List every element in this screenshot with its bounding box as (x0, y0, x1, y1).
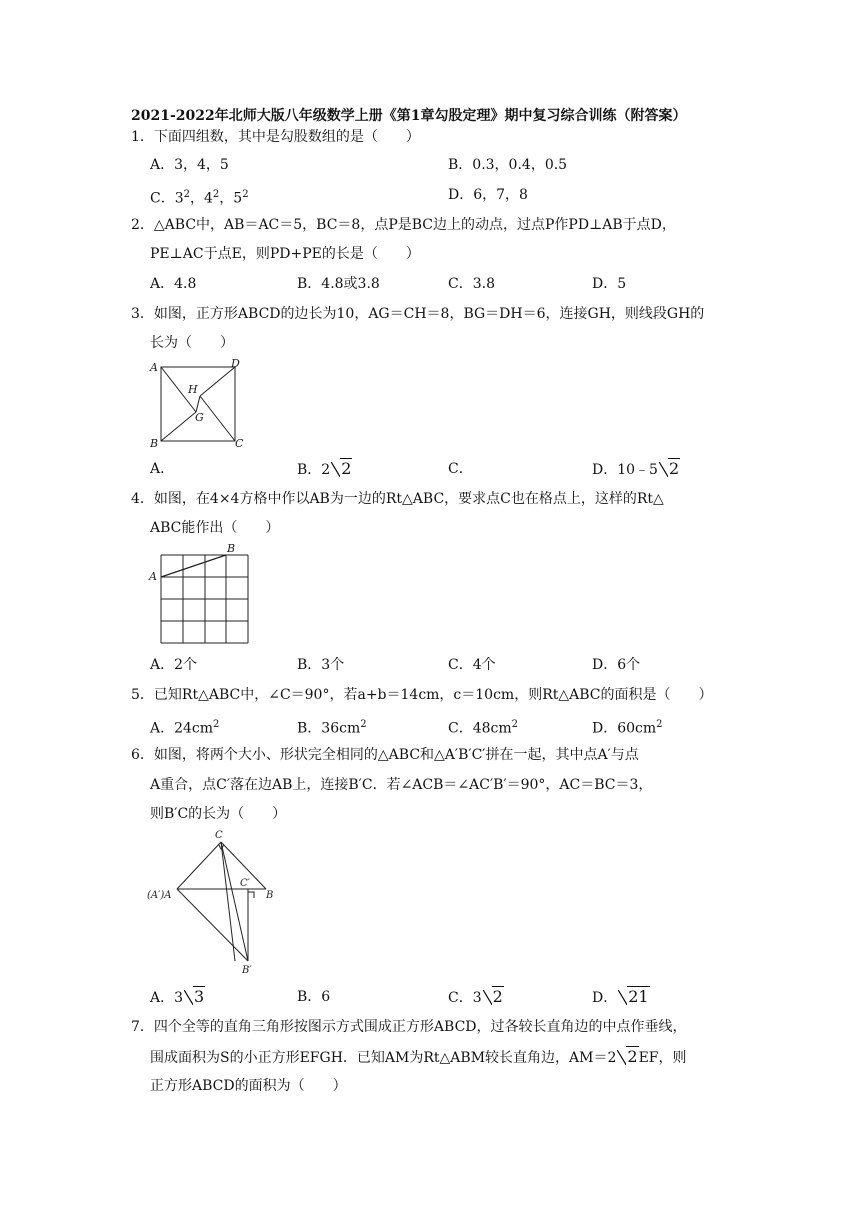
q3-label-h: H (188, 383, 198, 396)
q1-option-c: C．$3^2$，$4^2$，$5^2$ (150, 189, 249, 207)
q1-option-a: A．3，4，5 (150, 157, 229, 173)
q2-stem-line1: 2．△ABC中，AB＝AC＝5，BC＝8，点P是BC边上的动点，过点P作PD⊥AB于点D， (131, 217, 676, 233)
q3-option-b: B．2 2 (297, 459, 352, 478)
q6-right-angle-mark (248, 892, 254, 898)
q4-stem-line2: ABC能作出（ ） (150, 520, 280, 536)
q6-segment-auxiliary (221, 842, 235, 961)
q2-option-b: B．4.8或3.8 (297, 276, 380, 292)
q6-segment-ac (177, 842, 221, 889)
q5-option-d: D．$60cm^2$ (592, 719, 663, 737)
q3-stem-line2: 长为（ ） (150, 335, 234, 351)
q7-stem-line3: 正方形ABCD的面积为（ ） (150, 1078, 347, 1094)
q3-stem-line1: 3．如图，正方形ABCD的边长为10，AG＝CH＝8，BG＝DH＝6，连接GH，则线段GH的 (131, 306, 705, 322)
q3-option-d: D．10﹣5 2 (592, 459, 680, 478)
q5-option-a: A．$24cm^2$ (150, 719, 220, 737)
q4-segment-ab (161, 555, 226, 577)
q6-triangles-figure (145, 826, 285, 978)
q4-grid-figure (145, 540, 255, 648)
q1-option-d: D．6，7，8 (448, 187, 528, 203)
q4-option-c: C．4个 (448, 657, 496, 673)
q3-label-a: A (150, 361, 158, 374)
q3-segment-gh (196, 396, 200, 412)
q7-stem-line1: 7．四个全等的直角三角形按图示方式围成正方形ABCD，过各较长直角边的中点作垂线， (131, 1019, 687, 1035)
q2-option-a: A．4.8 (150, 276, 197, 292)
q4-stem-line1: 4．如图，在4×4方格中作以AB为一边的Rt△ABC，要求点C也在格点上，这样的Rt△ (131, 491, 664, 507)
q3-segment-dh (200, 367, 235, 396)
q3-label-g: G (195, 411, 204, 424)
q4-label-b: B (227, 542, 236, 555)
q4-option-d: D．6个 (592, 657, 641, 673)
q3-option-c: C． (448, 461, 473, 477)
q6-option-b: B．6 (297, 989, 331, 1005)
q2-option-d: D．5 (592, 276, 627, 292)
q6-label-c: C (215, 830, 223, 841)
q4-label-a: A (149, 570, 157, 583)
q5-option-b: B．$36cm^2$ (297, 719, 367, 737)
q2-option-c: C．3.8 (448, 276, 495, 292)
q1-stem: 1．下面四组数，其中是勾股数组的是（ ） (131, 129, 420, 145)
q3-label-d: D (231, 357, 240, 370)
q1-option-b: B．0.3，0.4，0.5 (448, 157, 568, 173)
q6-segment-b2c (221, 842, 248, 961)
q5-stem: 5．已知Rt△ABC中，∠C＝90°，若a+b＝14cm，c＝10cm，则Rt△ABC的面积是（ ） (131, 687, 713, 703)
q7-stem-line2: 围成面积为S的小正方形EFGH．已知AM为Rt△ABM较长直角边，AM＝2 2EF，则 (150, 1047, 687, 1066)
q6-label-b: B (266, 890, 274, 901)
q6-label-c-prime: C′ (240, 878, 250, 889)
q6-label-a: (A′)A (147, 890, 172, 901)
q6-label-b-prime: B′ (242, 965, 252, 976)
q6-option-d: D． 21 (592, 987, 649, 1006)
q4-option-a: A．2个 (150, 657, 198, 673)
q6-stem-line1: 6．如图，将两个大小、形状完全相同的△ABC和△A′B′C′拼在一起，其中点A′与点 (131, 747, 639, 763)
q3-option-a: A． (150, 461, 175, 477)
q6-option-a: A．3 3 (150, 987, 205, 1006)
q3-label-c: C (235, 437, 244, 450)
q3-segment-bg (161, 412, 196, 441)
q3-segment-ch (200, 396, 235, 441)
q4-grid-lines (161, 555, 248, 643)
q4-option-b: B．3个 (297, 657, 345, 673)
document-title: 2021-2022年北师大版八年级数学上册《第1章勾股定理》期中复习综合训练（附答案） (131, 108, 687, 124)
q6-segment-ab2 (177, 889, 248, 961)
q6-stem-line2: A重合，点C′落在边AB上，连接B′C．若∠ACB＝∠AC′B′＝90°，AC＝BC＝3， (150, 777, 653, 793)
q3-label-b: B (150, 437, 159, 450)
q2-stem-line2: PE⊥AC于点E，则PD+PE的长是（ ） (150, 246, 420, 262)
q5-option-c: C．$48cm^2$ (448, 719, 519, 737)
q6-stem-line3: 则B′C的长为（ ） (150, 806, 287, 822)
q6-option-c: C．3 2 (448, 987, 503, 1006)
q3-square-figure (145, 357, 255, 452)
